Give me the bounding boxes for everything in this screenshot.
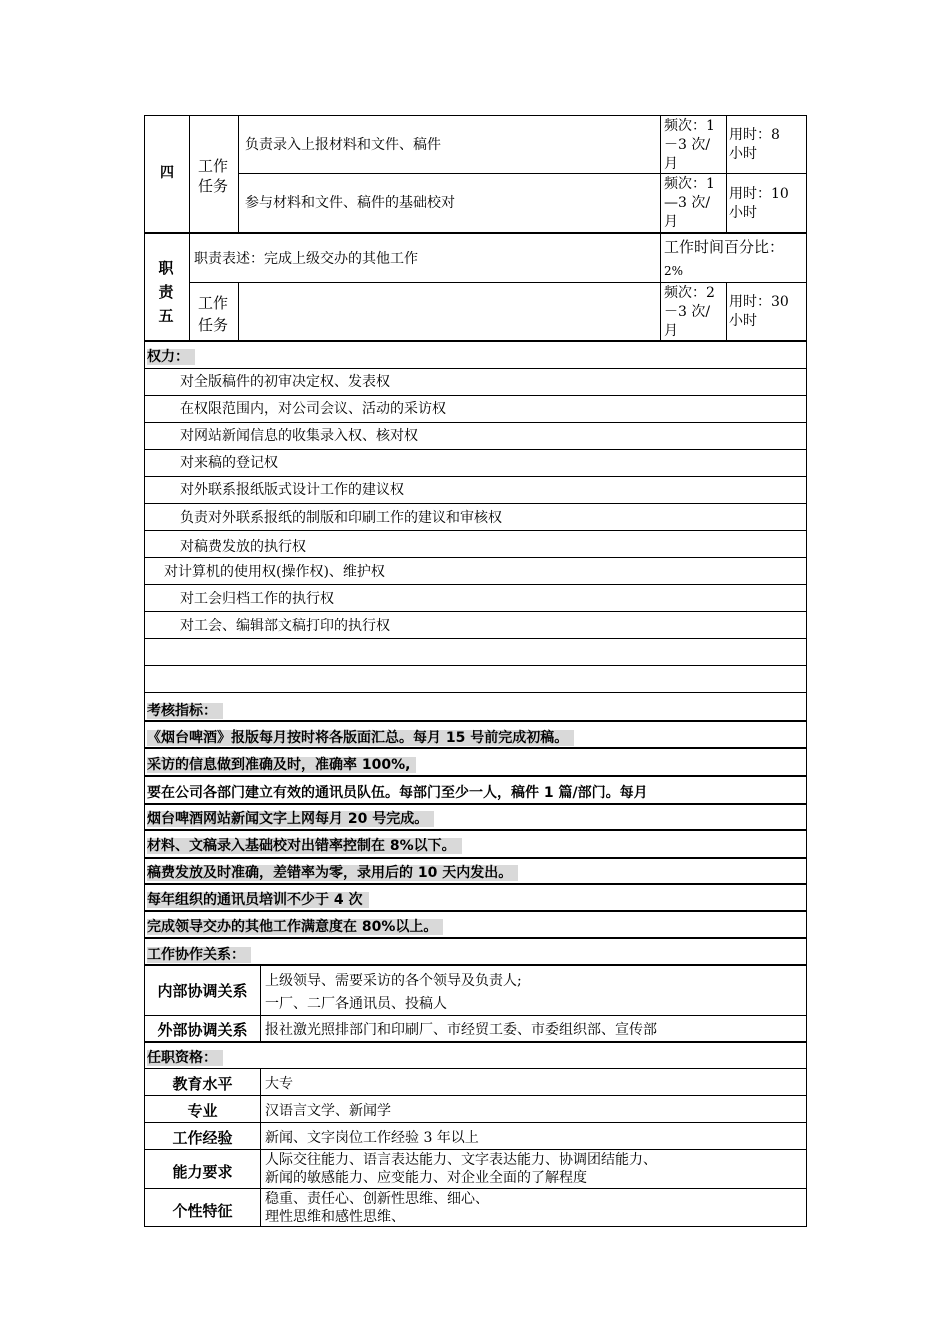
table-border	[144, 115, 145, 342]
major-value: 汉语言文学、新闻学	[265, 1103, 391, 1119]
authority-item: 对网站新闻信息的收集录入权、核对权	[180, 428, 418, 444]
duty-four-task-2-frequency-1: 频次：1	[664, 176, 715, 192]
internal-relations-line-1: 上级领导、需要采访的各个领导及负责人;	[265, 973, 522, 989]
table-border	[726, 282, 727, 341]
duty-four-task-1-time-1: 用时：8	[729, 127, 780, 143]
personality-label: 个性特征	[172, 1202, 233, 1220]
kpi-heading-text: 考核指标：	[147, 703, 223, 719]
duty-four-task-2-frequency-2: —3 次/	[664, 195, 711, 211]
table-border	[144, 476, 806, 477]
table-border	[660, 234, 661, 341]
duty-five-task-frequency-1: 频次：2	[664, 285, 715, 301]
duty-five-task-frequency-2: －3 次/	[664, 304, 711, 320]
kpi-item-text: 要在公司各部门建立有效的通讯员队伍。每部门至少一人，稿件 1 篇/部门。每月	[147, 785, 648, 801]
kpi-item	[147, 729, 574, 748]
table-border	[144, 584, 806, 585]
table-border	[806, 342, 807, 722]
table-border	[144, 803, 806, 805]
major-label: 专业	[187, 1102, 218, 1120]
kpi-item	[147, 784, 648, 803]
duty-four-task-2: 参与材料和文件、稿件的基础校对	[245, 195, 455, 211]
kpi-heading	[147, 702, 223, 721]
table-border	[144, 638, 806, 639]
duty-five-percent-value: 2%	[664, 264, 684, 278]
table-border	[144, 1095, 806, 1096]
duty-four-task-1-frequency-3: 月	[664, 156, 678, 172]
duty-four-task-2-frequency-3: 月	[664, 214, 678, 230]
table-border	[726, 115, 727, 234]
kpi-item	[147, 864, 518, 883]
table-border	[189, 115, 190, 234]
authority-item: 对全版稿件的初审决定权、发表权	[180, 374, 390, 390]
table-border	[144, 395, 806, 396]
kpi-item	[147, 891, 369, 910]
duty-five-task-time-1: 用时：30	[729, 294, 789, 310]
table-border	[144, 1226, 806, 1227]
ability-line-1: 人际交往能力、语言表达能力、文字表达能力、协调团结能力、	[265, 1152, 657, 1168]
education-value: 大专	[265, 1076, 293, 1092]
internal-relations-label: 内部协调关系	[157, 982, 248, 1000]
table-border	[144, 368, 806, 369]
duty-four-task-1-time-2: 小时	[729, 146, 757, 162]
authority-item: 在权限范围内，对公司会议、活动的采访权	[180, 401, 446, 417]
duty-five-task-label: 工作任务	[198, 294, 229, 334]
kpi-item-text: 《烟台啤酒》报版每月按时将各版面汇总。每月 15 号前完成初稿。	[147, 730, 574, 746]
table-border	[144, 857, 806, 859]
duty-four-task-1: 负责录入上报材料和文件、稿件	[245, 137, 441, 153]
table-border	[238, 173, 806, 174]
table-border	[144, 775, 806, 777]
duty-five-percent-label: 工作时间百分比：	[664, 238, 785, 256]
authority-heading-text: 权力：	[147, 349, 195, 365]
experience-value: 新闻、文字岗位工作经验 3 年以上	[265, 1130, 479, 1146]
table-border	[144, 692, 806, 693]
table-border	[806, 966, 807, 1044]
table-border	[144, 1188, 806, 1189]
duty-four-label: 四	[160, 165, 174, 181]
table-border	[144, 503, 806, 504]
table-border	[260, 966, 261, 1043]
table-border	[144, 1041, 806, 1043]
table-border	[238, 282, 239, 341]
table-border	[189, 234, 190, 341]
experience-label: 工作经验	[172, 1129, 233, 1147]
kpi-item	[147, 810, 434, 829]
education-label: 教育水平	[172, 1075, 233, 1093]
table-border	[144, 232, 806, 234]
table-border	[660, 115, 661, 234]
authority-item: 对来稿的登记权	[180, 455, 278, 471]
table-border	[238, 115, 239, 234]
duty-five-task-time-2: 小时	[729, 313, 757, 329]
authority-heading	[147, 348, 195, 367]
kpi-item-text: 每年组织的通讯员培训不少于 4 次	[147, 892, 369, 908]
kpi-item-text: 材料、文稿录入基础校对出错率控制在 8%以下。	[147, 838, 462, 854]
kpi-item-text: 采访的信息做到准确及时，准确率 100%,	[147, 757, 416, 773]
table-border	[144, 937, 806, 939]
kpi-item-text: 完成领导交办的其他工作满意度在 80%以上。	[147, 919, 443, 935]
authority-item: 对工会、编辑部文稿打印的执行权	[180, 618, 390, 634]
duty-five-task-frequency-3: 月	[664, 323, 678, 339]
qualification-heading-text: 任职资格：	[147, 1050, 223, 1066]
duty-four-task-2-time-2: 小时	[729, 205, 757, 221]
kpi-item	[147, 756, 416, 775]
table-border	[144, 1068, 806, 1069]
table-border	[144, 530, 806, 531]
relations-heading-text: 工作协作关系：	[147, 947, 251, 963]
table-border	[806, 115, 807, 342]
table-border	[144, 829, 806, 831]
kpi-item-text: 烟台啤酒网站新闻文字上网每月 20 号完成。	[147, 811, 434, 827]
authority-item: 对工会归档工作的执行权	[180, 591, 334, 607]
authority-item: 负责对外联系报纸的制版和印刷工作的建议和审核权	[180, 510, 502, 526]
table-border	[144, 449, 806, 450]
kpi-item	[147, 918, 443, 937]
table-border	[144, 1015, 806, 1016]
table-border	[144, 910, 806, 912]
qualification-heading	[147, 1049, 223, 1068]
table-border	[144, 665, 806, 666]
table-border	[260, 1068, 261, 1227]
personality-line-2: 理性思维和感性思维、	[265, 1209, 405, 1225]
authority-item: 对外联系报纸版式设计工作的建议权	[180, 482, 404, 498]
ability-label: 能力要求	[172, 1163, 233, 1181]
table-border	[144, 557, 806, 558]
table-border	[144, 722, 145, 967]
authority-item: 对稿费发放的执行权	[180, 539, 306, 555]
table-border	[144, 720, 806, 722]
duty-four-task-label: 工作任务	[198, 157, 229, 195]
table-border	[144, 1149, 806, 1150]
ability-line-2: 新闻的敏感能力、应变能力、对企业全面的了解程度	[265, 1170, 587, 1186]
kpi-item	[147, 837, 462, 856]
duty-four-task-1-frequency-2: －3 次/	[664, 137, 711, 153]
duty-five-description: 职责表述：完成上级交办的其他工作	[194, 251, 418, 267]
table-border	[144, 1122, 806, 1123]
duty-four-task-2-time-1: 用时：10	[729, 186, 789, 202]
duty-four-task-1-frequency-1: 频次：1	[664, 118, 715, 134]
relations-heading	[147, 946, 251, 965]
table-border	[806, 722, 807, 967]
external-relations-text: 报社激光照排部门和印刷厂、市经贸工委、市委组织部、宣传部	[265, 1022, 657, 1038]
table-border	[144, 883, 806, 885]
authority-item: 对计算机的使用权(操作权)、维护权	[164, 564, 385, 580]
external-relations-label: 外部协调关系	[157, 1021, 248, 1039]
table-border	[144, 340, 806, 342]
table-border	[189, 282, 806, 283]
table-border	[144, 611, 806, 612]
internal-relations-line-2: 一厂、二厂各通讯员、投稿人	[265, 996, 447, 1012]
table-border	[144, 422, 806, 423]
table-border	[806, 1043, 807, 1227]
duty-five-label: 职责五	[158, 259, 174, 325]
kpi-item-text: 稿费发放及时准确，差错率为零，录用后的 10 天内发出。	[147, 865, 518, 881]
table-border	[144, 115, 806, 116]
personality-line-1: 稳重、责任心、创新性思维、细心、	[265, 1191, 489, 1207]
